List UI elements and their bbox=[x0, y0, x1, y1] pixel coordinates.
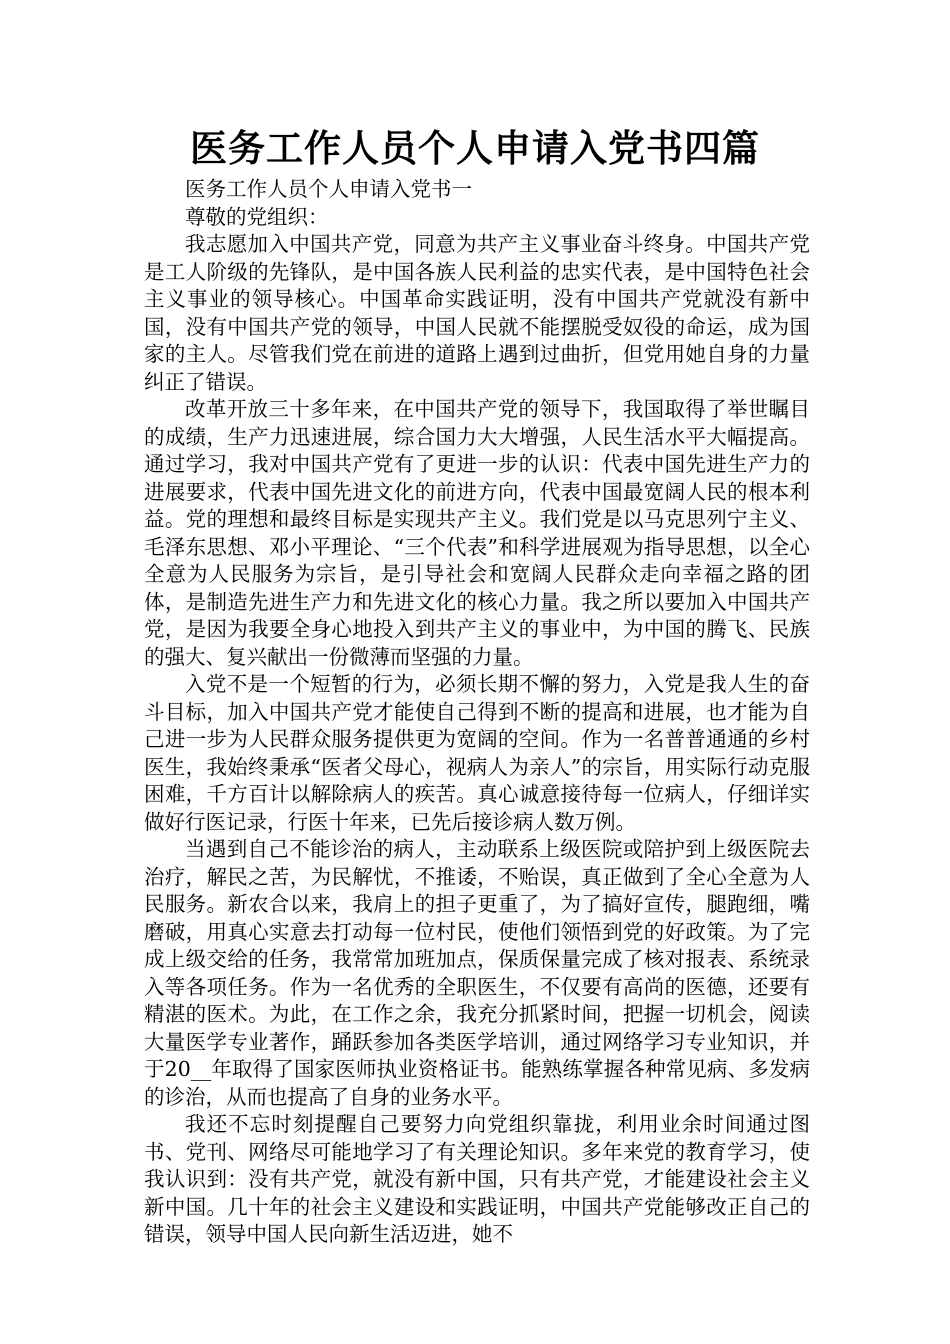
body-paragraph-4: 当遇到自己不能诊治的病人，主动联系上级医院或陪护到上级医院去治疗，解民之苦，为民解忧，不推诿，不贻误，真正做到了全心全意为人民服务。新农合以来，我肩上的担子更重了，为了搞好宣传，腿跑细，嘴磨破，用真心实意去打动每一位村民，使他们领悟到党的好政策。为了完成上级交给的任务，我常常加班加点，保质保量完成了核对报表、系统录入等各项任务。作为一名优秀的全职医生，不仅要有高尚的医德，还要有精湛的医术。为此，在工作之余，我充分抓紧时间，把握一切机会，阅读大量医学专业著作，踊跃参加各类医学培训，通过网络学习专业知识，并于20__年取得了国家医师执业资格证书。能熟练掌握各种常见病、多发病的诊治，从而也提高了自身的业务水平。 bbox=[144, 837, 810, 1109]
body-paragraph-1: 我志愿加入中国共产党，同意为共产主义事业奋斗终身。中国共产党是工人阶级的先锋队，是中国各族人民利益的忠实代表，是中国特色社会主义事业的领导核心。中国革命实践证明，没有中国共产党就没有新中国，没有中国共产党的领导，中国人民就不能摆脱受奴役的命运，成为国家的主人。尽管我们党在前进的道路上遇到过曲折，但党用她自身的力量纠正了错误。 bbox=[144, 232, 810, 394]
body-paragraph-3: 入党不是一个短暂的行为，必须长期不懈的努力，入党是我人生的奋斗目标，加入中国共产党才能使自己得到不断的提高和进展，也才能为自己进一步为人民群众服务提供更为宽阔的空间。作为一名普普通通的乡村医生，我始终秉承“医者父母心，视病人为亲人”的宗旨，用实际行动克服困难，千方百计以解除病人的疾苦。真心诚意接待每一位病人，仔细详实做好行医记录，行医十年来，已先后接诊病人数万例。 bbox=[144, 672, 810, 834]
body-paragraph-5: 我还不忘时刻提醒自己要努力向党组织靠拢，利用业余时间通过图书、党刊、网络尽可能地学习了有关理论知识。多年来党的教育学习，使我认识到：没有共产党，就没有新中国，只有共产党，才能建设社会主义新中国。几十年的社会主义建设和实践证明，中国共产党能够改正自己的错误，领导中国人民向新生活迈进，她不 bbox=[144, 1112, 810, 1246]
document-title: 医务工作人员个人申请入党书四篇 bbox=[190, 127, 760, 170]
salutation: 尊敬的党组织： bbox=[185, 204, 329, 229]
document-subtitle: 医务工作人员个人申请入党书一 bbox=[185, 177, 472, 201]
document-body bbox=[144, 176, 810, 1249]
body-paragraph-2: 改革开放三十多年来，在中国共产党的领导下，我国取得了举世瞩目的成绩，生产力迅速进展，综合国力大大增强，人民生活水平大幅提高。通过学习，我对中国共产党有了更进一步的认识：代表中国先进生产力的进展要求，代表中国先进文化的前进方向，代表中国最宽阔人民的根本利益。党的理想和最终目标是实现共产主义。我们党是以马克思列宁主义、毛泽东思想、邓小平理论、“三个代表”和科学进展观为指导思想，以全心全意为人民服务为宗旨，是引导社会和宽阔人民群众走向幸福之路的团体，是制造先进生产力和先进文化的核心力量。我之所以要加入中国共产党，是因为我要全身心地投入到共产主义的事业中，为中国的腾飞、民族的强大、复兴献出一份微薄而坚强的力量。 bbox=[144, 397, 810, 669]
